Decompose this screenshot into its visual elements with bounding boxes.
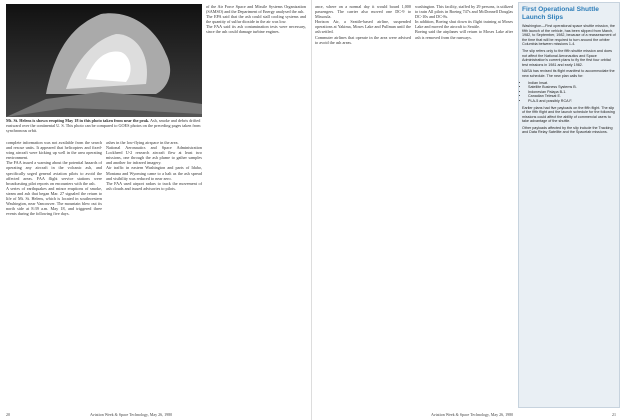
- shuttle-launch-sidebar: [518, 2, 620, 408]
- paragraph: A series of earthquakes and minor eruptions of smoke, steam and ash that began Mar. 27 signaled the return to life of Mt. St. Helens, which is located in southwestern Washington, near Vancouver. The mountain blew out its north side at 8:39 a.m. May 18, and triggered three events during the following five days.: [6, 185, 102, 217]
- paragraph: complete information was not available from the search and rescue units. It appeared that helicopters and fixed-wing aircraft were kicking up well in the area operating environment.: [6, 140, 102, 161]
- paragraph: The FAA issued a warning about the potential hazards of operating any aircraft in the volcanic ash, and specifically urged general aviation pilots to avoid the affected areas. FAA flight service stations were broadcasting pilot reports on encounters with the ash.: [6, 160, 102, 186]
- paragraph: Air traffic in eastern Washington and parts of Idaho, Montana and Wyoming came to a halt as the ash spread and visibility was reduced to near zero.: [106, 165, 202, 181]
- paragraph: ance, where on a normal day it would board 1,000 passengers. The carrier also moved one DC-9 to Missoula.: [315, 4, 411, 20]
- left-column-1: [6, 140, 102, 408]
- eruption-photo: [6, 4, 202, 117]
- list-item: • Canadian Telesat E.: [528, 94, 616, 99]
- paragraph: washington. This facility, staffed by 29 persons, is utilized to train All pilots in Boeing 747s and McDonnell Douglas DC-10s and DC-8s.: [415, 4, 513, 20]
- caption-lead: Mt. St. Helens is shown erupting May 18 in this photo taken from near the peak.: [6, 118, 150, 123]
- right-page: [311, 0, 622, 420]
- sidebar-paragraph: Washington—First operational space shuttle mission, the fifth launch of the vehicle, has been slipped from March, 1982, to September, 1982, because of a reassessment of the time that will be required to turn around the orbiter Columbia between missions 1-4.: [522, 24, 616, 47]
- left-page-footer: Aviation Week & Space Technology, May 26, 1980: [90, 412, 173, 417]
- right-page-number: 21: [612, 412, 616, 417]
- sidebar-paragraph: The slip refers only to the fifth shuttle mission and does not affect the National Aeronautics and Space Administration's current plans to fly the first four orbital test missions in 1981 and early 1982.: [522, 48, 612, 67]
- paragraph: Horizon Air, a Seattle-based airline, suspended operations at Yakima, Moses Lake and Pullman until the ash settled.: [315, 19, 411, 35]
- sidebar-paragraph: NASA has revised its flight manifest to accommodate the new schedule. The new plan calls for:: [522, 69, 615, 78]
- paragraph: The EPA said that the ash could stall cooling systems and the quantity of sulfur dioxide in the air was low.: [206, 14, 306, 25]
- paragraph: ashes in the low-flying airspace in the area.: [106, 140, 179, 145]
- sidebar-paragraph: Earlier plans had five payloads on the fifth flight. The slip of the fifth flight and the launch schedule for the following missions could affect the ability of commercial users to take advantage of the shuttle.: [522, 105, 615, 124]
- sidebar-title: First Operational Shuttle Launch Slips: [522, 6, 599, 21]
- caption-rest: Ash, smoke and debris drifted eastward over the continental U. S. This photo can be compared to GOES photos on the preceding pages taken from synchronous orbit.: [6, 118, 201, 134]
- sidebar-body: [519, 24, 619, 135]
- list-item: • Indonesian Palapa B-1.: [528, 90, 616, 95]
- paragraph: The FAA used airport radars to track the movement of ash clouds and issued advisories to pilots.: [106, 180, 202, 191]
- paragraph: of the Air Force Space and Missile Systems Organization (SAMSO) and the Department of Energy analysed the ash.: [206, 4, 306, 15]
- sidebar-paragraph: Other payloads affected by the slip include the Tracking and Data Relay Satellite and the Spacelab missions.: [522, 125, 613, 135]
- photo-caption: [6, 118, 202, 134]
- payload-list: [522, 81, 616, 104]
- paragraph: Commuter airlines that operate in the area were advised to avoid the ash areas.: [315, 34, 411, 45]
- paragraph: The FAA said its ash contamination tests were necessary, since the ash could damage turbine engines.: [206, 24, 306, 35]
- left-column-2: [106, 140, 202, 408]
- left-page-number: 20: [6, 412, 10, 417]
- paragraph: National Aeronautics and Space Administration Lockheed U-2 research aircraft flew at least two missions, one through the ash plume to gather samples and another for infrared imagery.: [106, 145, 202, 166]
- paragraph: Boeing said the airplanes will return to Moses Lake after ash is removed from the runways.: [415, 29, 513, 40]
- list-item: • Indian Insat.: [528, 81, 616, 86]
- left-column-3: [206, 4, 306, 408]
- list-item: • PLA-5 and possibly RCA F.: [528, 99, 616, 104]
- list-item: • Satellite Business Systems B.: [528, 85, 616, 90]
- paragraph: In addition, Boeing shut down its flight training at Moses Lake and moved the aircraft to Seattle.: [415, 19, 513, 30]
- right-column-1: [315, 4, 411, 408]
- right-column-2: [415, 4, 513, 408]
- right-page-footer: Aviation Week & Space Technology, May 26, 1980: [431, 412, 514, 417]
